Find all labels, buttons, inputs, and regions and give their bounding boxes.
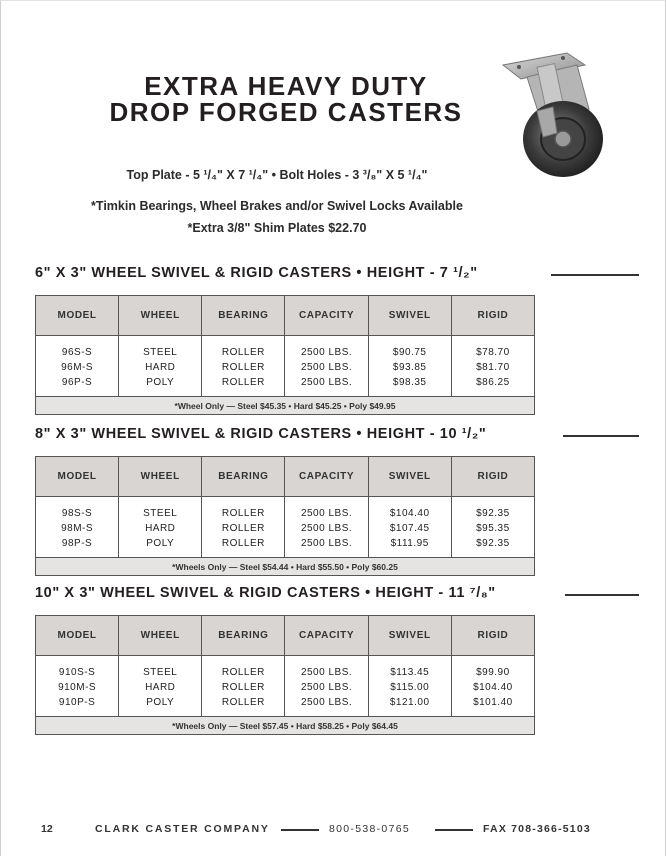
title-line-2: DROP FORGED CASTERS [109, 97, 463, 127]
bearing-cells: ROLLER ROLLER ROLLER [202, 497, 285, 558]
section-title: 6" X 3" WHEEL SWIVEL & RIGID CASTERS • HEIGHT - 7 ¹/₂" [35, 265, 478, 281]
col-header-bearing: BEARING [202, 296, 285, 336]
swivel-cells: $113.45 $115.00 $121.00 [368, 656, 451, 717]
footer-rule [435, 829, 473, 831]
col-header-wheel: WHEEL [119, 296, 202, 336]
col-header-rigid: RIGID [451, 457, 534, 497]
col-header-capacity: CAPACITY [285, 296, 368, 336]
fax-number: FAX 708-366-5103 [483, 823, 591, 835]
rigid-cells: $92.35 $95.35 $92.35 [451, 497, 534, 558]
col-header-rigid: RIGID [451, 616, 534, 656]
top-plate-specs: Top Plate - 5 ¹/₄" X 7 ¹/₄" • Bolt Holes - 3 ³/₈" X 5 ¹/₄" [126, 168, 428, 182]
col-header-model: MODEL [36, 616, 119, 656]
col-header-capacity: CAPACITY [285, 457, 368, 497]
swivel-cells: $104.40 $107.45 $111.95 [368, 497, 451, 558]
wheel-cells: STEEL HARD POLY [119, 497, 202, 558]
options-note: *Timkin Bearings, Wheel Brakes and/or Swivel Locks Available [91, 199, 463, 213]
price-table [35, 295, 535, 415]
col-header-swivel: SWIVEL [368, 616, 451, 656]
swivel-cells: $90.75 $93.85 $98.35 [368, 336, 451, 397]
wheel-cells: STEEL HARD POLY [119, 336, 202, 397]
wheel-only-footnote: *Wheels Only — Steel $57.45 • Hard $58.25 • Poly $64.45 [36, 717, 535, 735]
wheel-only-footnote: *Wheel Only — Steel $45.35 • Hard $45.25 • Poly $49.95 [36, 397, 535, 415]
section-10in [35, 585, 639, 735]
col-header-model: MODEL [36, 457, 119, 497]
rigid-cells: $99.90 $104.40 $101.40 [451, 656, 534, 717]
page-footer [1, 823, 666, 837]
price-table [35, 456, 535, 576]
col-header-capacity: CAPACITY [285, 616, 368, 656]
capacity-cells: 2500 LBS. 2500 LBS. 2500 LBS. [285, 497, 368, 558]
page-title [61, 73, 511, 125]
shim-plates-note: *Extra 3/8" Shim Plates $22.70 [187, 221, 367, 235]
phone-number: 800-538-0765 [329, 823, 410, 835]
section-8in [35, 426, 639, 576]
model-cells: 910S-S 910M-S 910P-S [36, 656, 119, 717]
col-header-rigid: RIGID [451, 296, 534, 336]
bearing-cells: ROLLER ROLLER ROLLER [202, 336, 285, 397]
col-header-wheel: WHEEL [119, 457, 202, 497]
section-title: 10" X 3" WHEEL SWIVEL & RIGID CASTERS • HEIGHT - 11 ⁷/₈" [35, 585, 496, 601]
company-name: CLARK CASTER COMPANY [95, 823, 270, 835]
section-rule [565, 594, 639, 596]
section-rule [551, 274, 639, 276]
page-number: 12 [41, 823, 53, 835]
col-header-swivel: SWIVEL [368, 457, 451, 497]
section-title: 8" X 3" WHEEL SWIVEL & RIGID CASTERS • HEIGHT - 10 ¹/₂" [35, 426, 487, 442]
price-table [35, 615, 535, 735]
footer-rule [281, 829, 319, 831]
col-header-swivel: SWIVEL [368, 296, 451, 336]
wheel-only-footnote: *Wheels Only — Steel $54.44 • Hard $55.50 • Poly $60.25 [36, 558, 535, 576]
capacity-cells: 2500 LBS. 2500 LBS. 2500 LBS. [285, 656, 368, 717]
col-header-model: MODEL [36, 296, 119, 336]
caster-photo [497, 51, 621, 179]
model-cells: 98S-S 98M-S 98P-S [36, 497, 119, 558]
capacity-cells: 2500 LBS. 2500 LBS. 2500 LBS. [285, 336, 368, 397]
col-header-bearing: BEARING [202, 457, 285, 497]
col-header-bearing: BEARING [202, 616, 285, 656]
section-6in [35, 265, 639, 415]
title-line-1: EXTRA HEAVY DUTY [144, 71, 428, 101]
rigid-cells: $78.70 $81.70 $86.25 [451, 336, 534, 397]
wheel-cells: STEEL HARD POLY [119, 656, 202, 717]
col-header-wheel: WHEEL [119, 616, 202, 656]
section-rule [563, 435, 639, 437]
model-cells: 96S-S 96M-S 96P-S [36, 336, 119, 397]
bearing-cells: ROLLER ROLLER ROLLER [202, 656, 285, 717]
